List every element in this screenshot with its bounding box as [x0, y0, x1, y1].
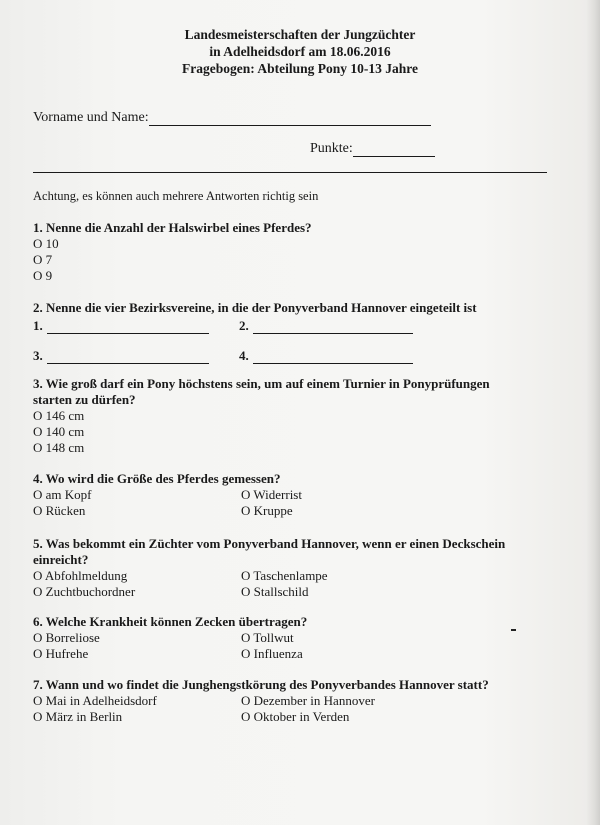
answer-row: [33, 318, 477, 334]
stray-pen-mark: [511, 629, 516, 631]
question-4: [33, 471, 441, 519]
header-line-3: Fragebogen: Abteilung Pony 10-13 Jahre: [182, 61, 418, 76]
answer-option[interactable]: O Abfohlmeldung: [33, 568, 128, 583]
notice-text: Achtung, es können auch mehrere Antworten richtig sein: [33, 189, 319, 203]
answer-option[interactable]: O Kruppe: [241, 503, 293, 518]
question-7-title: 7. Wann und wo findet die Junghengstkörung des Ponyverbandes Hannover statt?: [33, 677, 489, 692]
options-grid: [33, 630, 441, 662]
answer-number: 1.: [33, 318, 43, 333]
document-header: [0, 26, 600, 77]
question-6-title: 6. Welche Krankheit können Zecken übertragen?: [33, 614, 308, 629]
answer-field[interactable]: [47, 350, 209, 364]
name-field[interactable]: [149, 111, 431, 126]
answer-field[interactable]: [47, 320, 209, 334]
answer-field[interactable]: [253, 350, 413, 364]
options-grid: [33, 568, 505, 600]
header-line-1: Landesmeisterschaften der Jungzüchter: [184, 27, 416, 42]
answer-option[interactable]: O 146 cm: [33, 408, 85, 423]
answer-option[interactable]: O 148 cm: [33, 440, 85, 455]
answer-row: [33, 348, 477, 364]
name-label: Vorname und Name:: [33, 110, 149, 125]
question-1-title: 1. Nenne die Anzahl der Halswirbel eines Pferdes?: [33, 220, 312, 235]
points-label: Punkte:: [310, 141, 353, 156]
answer-number: 4.: [239, 348, 249, 363]
answer-option[interactable]: O 9: [33, 268, 53, 283]
header-divider: [33, 172, 547, 173]
answer-option[interactable]: O Taschenlampe: [241, 568, 328, 583]
answer-field[interactable]: [253, 320, 413, 334]
answer-option[interactable]: O Tollwut: [241, 630, 294, 645]
answer-option[interactable]: O Zuchtbuchordner: [33, 584, 136, 599]
answer-option[interactable]: O Oktober in Verden: [241, 709, 350, 724]
options-grid: [33, 487, 441, 519]
answer-option[interactable]: O Rücken: [33, 503, 86, 518]
header-line-2: in Adelheidsdorf am 18.06.2016: [209, 44, 391, 59]
name-row: [33, 110, 431, 126]
answer-option[interactable]: O Borreliose: [33, 630, 100, 645]
scan-edge-shadow: [586, 0, 600, 825]
answer-option[interactable]: O 140 cm: [33, 424, 85, 439]
question-4-title: 4. Wo wird die Größe des Pferdes gemessen?: [33, 471, 281, 486]
answer-option[interactable]: O 7: [33, 252, 53, 267]
answer-option[interactable]: O 10: [33, 236, 59, 251]
answer-option[interactable]: O Influenza: [241, 646, 303, 661]
answer-number: 3.: [33, 348, 43, 363]
question-3-title-cont: starten zu dürfen?: [33, 392, 136, 407]
question-5-title-cont: einreicht?: [33, 552, 89, 567]
question-3-title: 3. Wie groß darf ein Pony höchstens sein, um auf einem Turnier in Ponyprüfungen: [33, 376, 490, 391]
answer-option[interactable]: O Mai in Adelheidsdorf: [33, 693, 157, 708]
question-5: [33, 536, 505, 600]
answer-option[interactable]: O Stallschild: [241, 584, 309, 599]
answer-option[interactable]: O Widerrist: [241, 487, 302, 502]
question-3: [33, 376, 490, 456]
answer-number: 2.: [239, 318, 249, 333]
question-5-title: 5. Was bekommt ein Züchter vom Ponyverband Hannover, wenn er einen Deckschein: [33, 536, 506, 551]
answer-option[interactable]: O Hufrehe: [33, 646, 89, 661]
question-7: [33, 677, 489, 725]
points-field[interactable]: [353, 142, 435, 157]
points-row: [310, 141, 435, 157]
answer-option[interactable]: O März in Berlin: [33, 709, 123, 724]
answer-option[interactable]: O am Kopf: [33, 487, 92, 502]
question-2-title: 2. Nenne die vier Bezirksvereine, in die der Ponyverband Hannover eingeteilt ist: [33, 300, 477, 315]
question-2: [33, 300, 477, 364]
question-1: [33, 220, 312, 284]
options-grid: [33, 693, 489, 725]
question-6: [33, 614, 441, 662]
answer-option[interactable]: O Dezember in Hannover: [241, 693, 375, 708]
